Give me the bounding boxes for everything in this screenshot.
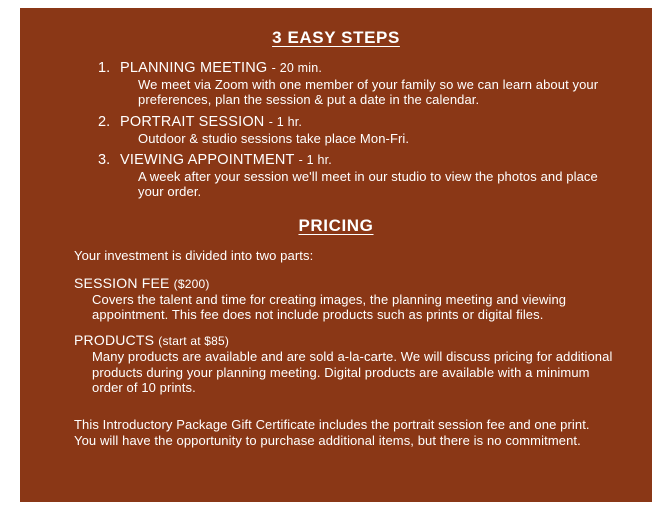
step-body: We meet via Zoom with one member of your family so we can learn about your preferences, plan the session & put a date in the calendar.	[138, 77, 599, 108]
pricing-item-title: PRODUCTS	[74, 332, 155, 349]
step-title-row	[120, 60, 624, 76]
step-item	[48, 114, 624, 146]
step-title: PLANNING MEETING	[120, 60, 268, 76]
step-title-row	[120, 114, 624, 130]
pricing-item-body: Many products are available and are sold a-la-carte. We will discuss pricing for additional products during your planning meeting. Digital products are available with a minimum order of 10 prints.	[92, 349, 613, 395]
step-title-row	[120, 152, 624, 168]
steps-heading: 3 EASY STEPS	[272, 28, 400, 47]
step-body: A week after your session we'll meet in our studio to view the photos and place your order.	[138, 168, 598, 200]
step-duration: - 1 hr.	[268, 114, 303, 129]
pricing-item-title: SESSION FEE	[74, 274, 170, 291]
pricing-item-amount: (start at $85)	[158, 334, 230, 349]
pricing-item-body: Covers the talent and time for creating images, the planning meeting and viewing appointment. This fee does not include products such as prints or digital files.	[92, 291, 567, 322]
pricing-item-title-row	[74, 275, 624, 291]
step-duration: - 1 hr.	[298, 152, 332, 167]
pricing-intro: Your investment is divided into two parts:	[74, 247, 314, 263]
step-item	[48, 60, 624, 108]
certificate-card	[20, 8, 652, 502]
step-item	[48, 152, 624, 200]
step-number: 3.	[98, 151, 111, 168]
step-body: Outdoor & studio sessions take place Mon-Fri.	[138, 130, 410, 146]
step-number: 1.	[98, 60, 111, 76]
pricing-item-title-row	[74, 332, 624, 348]
footer-note: This Introductory Package Gift Certificate includes the portrait session fee and one print. You will have the opportunity to purchase additional items, but there is no commitment.	[74, 417, 590, 448]
pricing-item-amount: ($200)	[173, 276, 210, 291]
pricing-item	[48, 332, 624, 395]
step-number: 2.	[98, 113, 111, 130]
step-duration: - 20 min.	[271, 61, 323, 75]
step-title: VIEWING APPOINTMENT	[120, 151, 295, 168]
pricing-heading: PRICING	[298, 215, 374, 235]
step-title: PORTRAIT SESSION	[120, 113, 265, 130]
pricing-item	[48, 275, 624, 323]
